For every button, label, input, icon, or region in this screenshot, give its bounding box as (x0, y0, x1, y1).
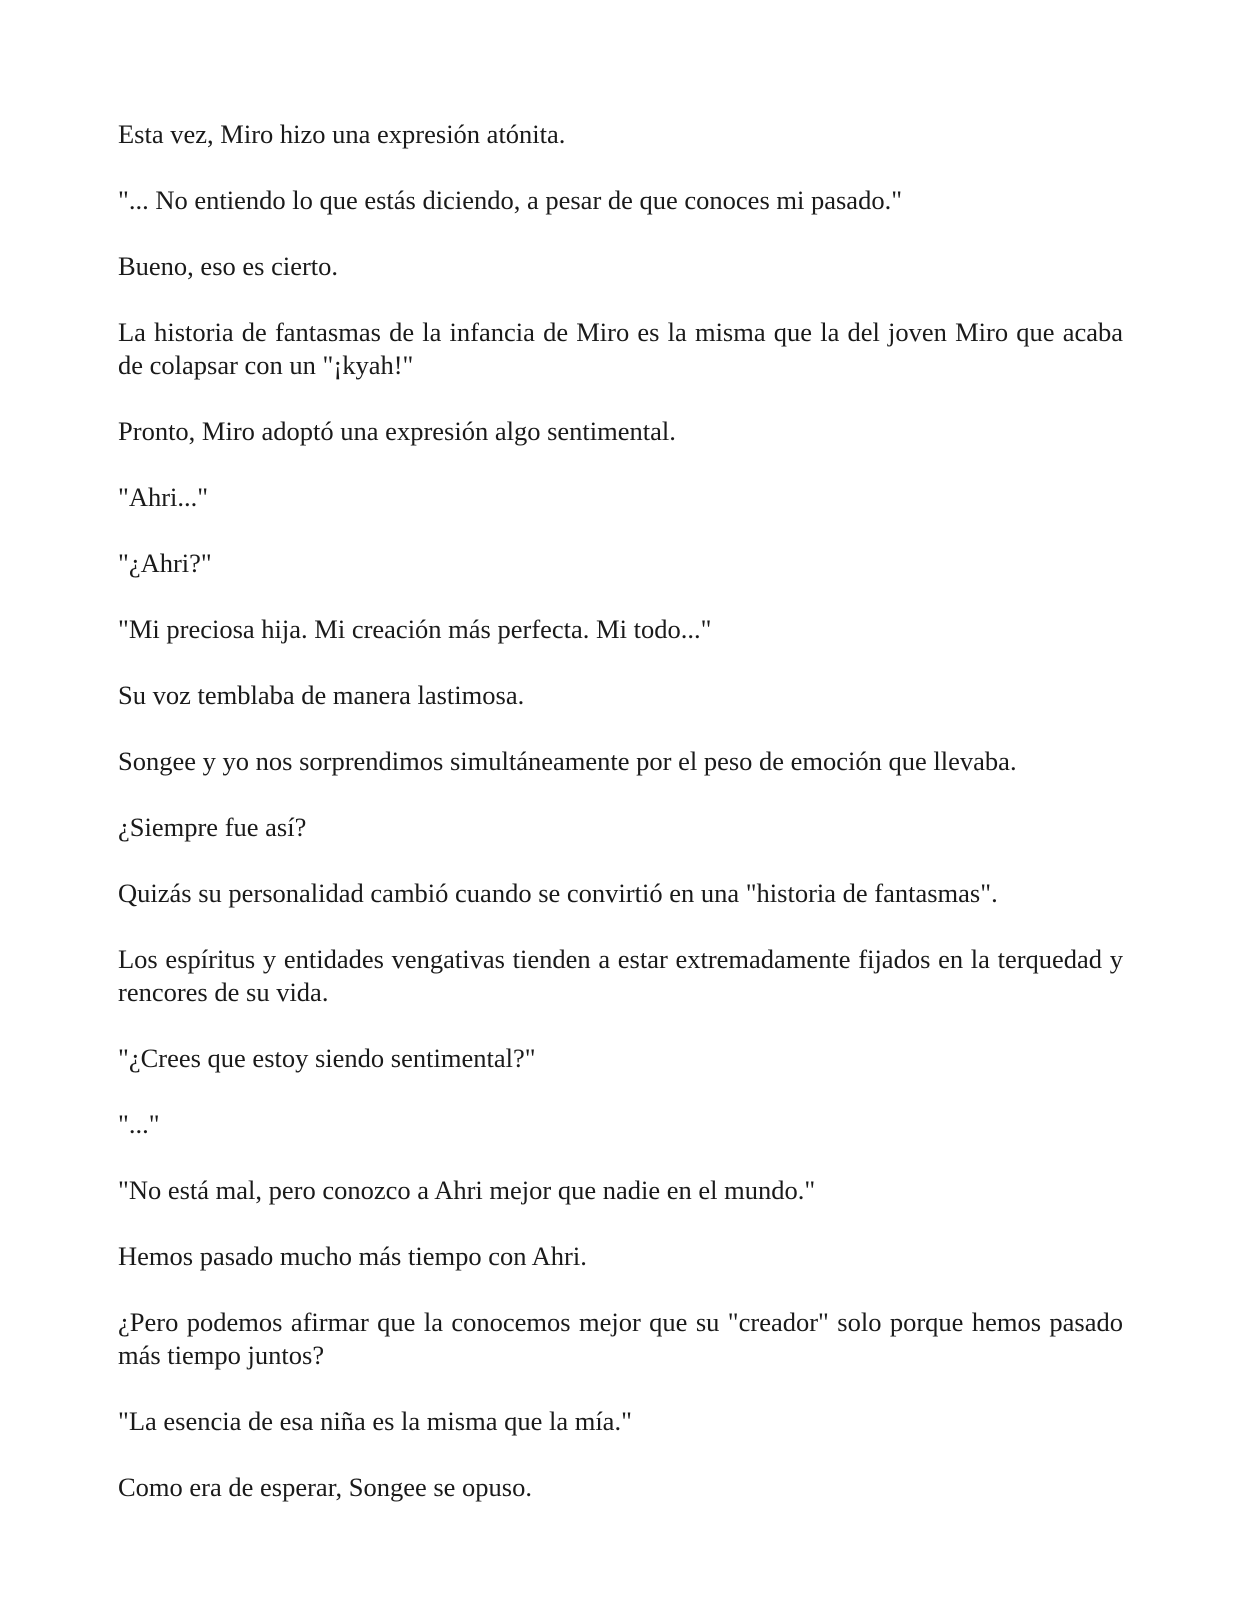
paragraph: "... No entiendo lo que estás diciendo, a pesar de que conoces mi pasado." (118, 185, 903, 215)
paragraph: Los espíritus y entidades vengativas tienden a estar extremadamente fijados en la terquedad y rencores de su vida. (118, 944, 1123, 1007)
paragraph: ¿Siempre fue así? (118, 812, 307, 842)
paragraph: "¿Ahri?" (118, 548, 212, 578)
paragraph: La historia de fantasmas de la infancia de Miro es la misma que la del joven Miro que acaba de colapsar con un "¡kyah!" (118, 317, 1123, 380)
paragraph: Songee y yo nos sorprendimos simultáneamente por el peso de emoción que llevaba. (118, 746, 1017, 776)
paragraph: "¿Crees que estoy siendo sentimental?" (118, 1043, 536, 1073)
paragraph: "La esencia de esa niña es la misma que la mía." (118, 1406, 632, 1436)
paragraph: "Ahri..." (118, 482, 209, 512)
document-body (118, 118, 1123, 1537)
paragraph: Esta vez, Miro hizo una expresión atónita. (118, 119, 566, 149)
paragraph: Quizás su personalidad cambió cuando se convirtió en una "historia de fantasmas". (118, 878, 998, 908)
paragraph: Bueno, eso es cierto. (118, 251, 339, 281)
paragraph: Hemos pasado mucho más tiempo con Ahri. (118, 1241, 587, 1271)
paragraph: "No está mal, pero conozco a Ahri mejor que nadie en el mundo." (118, 1175, 816, 1205)
paragraph: "..." (118, 1109, 160, 1139)
paragraph: ¿Pero podemos afirmar que la conocemos mejor que su "creador" solo porque hemos pasado más tiempo juntos? (118, 1307, 1123, 1370)
paragraph: "Mi preciosa hija. Mi creación más perfecta. Mi todo..." (118, 614, 712, 644)
paragraph: Como era de esperar, Songee se opuso. (118, 1472, 532, 1502)
paragraph: Su voz temblaba de manera lastimosa. (118, 680, 525, 710)
paragraph: Pronto, Miro adoptó una expresión algo sentimental. (118, 416, 676, 446)
